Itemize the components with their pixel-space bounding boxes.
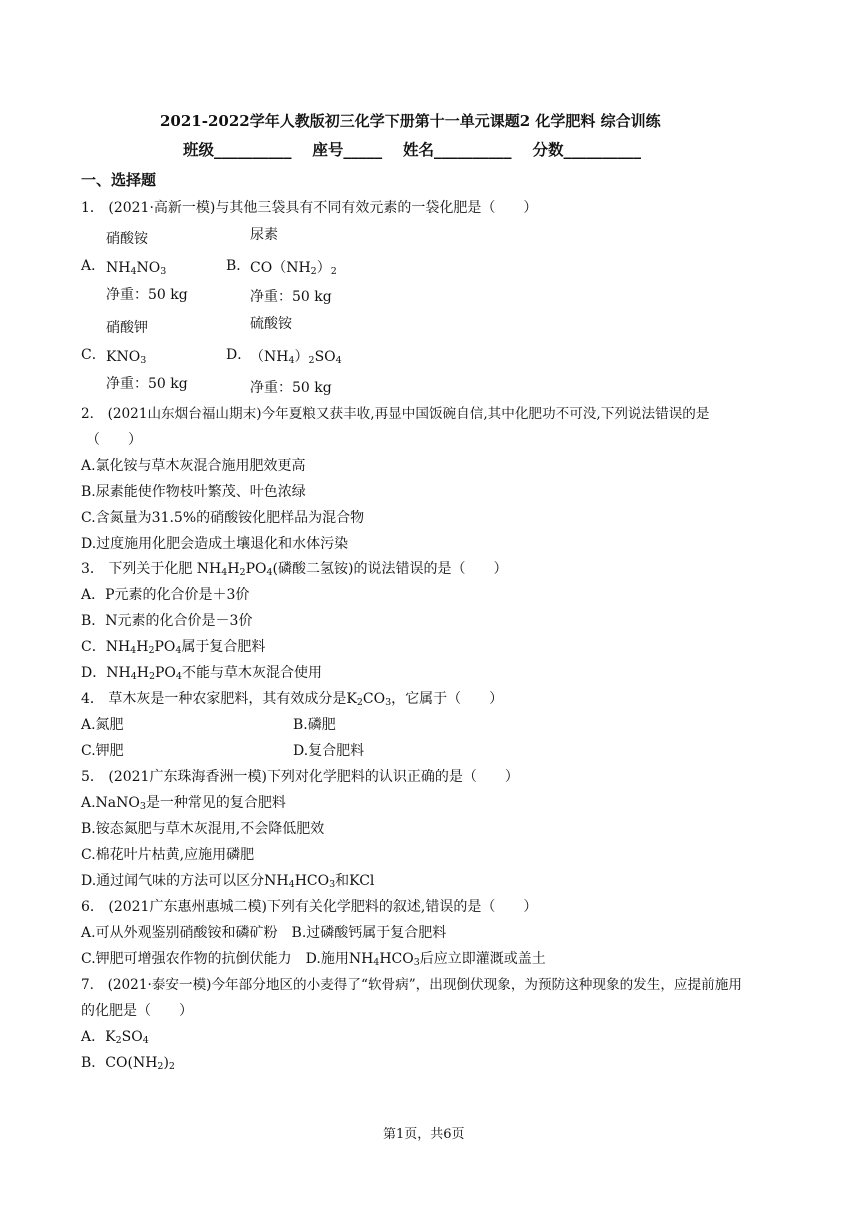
q1-a-formula: $NH_4NO_3$ bbox=[106, 260, 167, 277]
q2-option-b: B.尿素能使作物枝叶繁茂、叶色浓绿 bbox=[81, 484, 306, 500]
q1-b-label: B． bbox=[226, 258, 251, 274]
q2-stem: 2． (2021山东烟台福山期末)今年夏粮又获丰收,再显中国饭碗自信,其中化肥功不可没,下列说法错误的是 bbox=[81, 406, 710, 422]
q7-option-a: A．$K_2SO_4$ bbox=[81, 1029, 149, 1046]
q1-c-formula: $KNO_3$ bbox=[106, 349, 147, 366]
q2-option-a: A.氯化铵与草木灰混合施用肥效更高 bbox=[81, 458, 306, 474]
q1-b-weight: 净重：50 kg bbox=[250, 289, 332, 305]
q4-option-a: A.氮肥 bbox=[81, 717, 124, 733]
q5-stem: 5． (2021广东珠海香洲一模)下列对化学肥料的认识正确的是（ ） bbox=[81, 769, 519, 785]
q1-d-weight: 净重：50 kg bbox=[250, 380, 332, 396]
q3-stem: 3． 下列关于化肥 $NH_4H_2PO_4$(磷酸二氢铵)的说法错误的是（ ） bbox=[81, 561, 508, 578]
q1-stem: 1． (2021·高新一模)与其他三袋具有不同有效元素的一袋化肥是（ ） bbox=[81, 200, 538, 216]
q3-option-c: C．$NH_4H_2PO_4$属于复合肥料 bbox=[81, 639, 266, 656]
q5-option-d: D.通过闻气味的方法可以区分$NH_4HCO_3$和KCl bbox=[81, 873, 375, 890]
q6-options-cd: C.钾肥可增强农作物的抗倒伏能力 D.施用$NH_4HCO_3$后应立即灌溉或盖土 bbox=[81, 951, 546, 968]
q4-option-b: B.磷肥 bbox=[293, 717, 336, 733]
q3-option-a: A．P元素的化合价是＋3价 bbox=[81, 587, 250, 603]
q6-stem: 6． (2021广东惠州惠城二模)下列有关化学肥料的叙述,错误的是（ ） bbox=[81, 899, 538, 915]
page-footer: 第1页，共6页 bbox=[383, 1127, 465, 1142]
q2-option-c: C.含氮量为31.5%的硝酸铵化肥样品为混合物 bbox=[81, 510, 365, 526]
q1-d-name: 硫酸铵 bbox=[250, 316, 292, 332]
q1-c-name: 硝酸钾 bbox=[106, 320, 148, 336]
q6-options-ab: A.可从外观鉴别硝酸铵和磷矿粉 B.过磷酸钙属于复合肥料 bbox=[81, 925, 447, 941]
q5-option-b: B.铵态氮肥与草木灰混用,不会降低肥效 bbox=[81, 821, 325, 837]
q1-a-label: A． bbox=[81, 258, 106, 274]
q4-option-c: C.钾肥 bbox=[81, 743, 124, 759]
q7-stem-cont: 的化肥是（ ） bbox=[81, 1003, 193, 1019]
q2-option-d: D.过度施用化肥会造成土壤退化和水体污染 bbox=[81, 536, 349, 552]
q1-a-name: 硝酸铵 bbox=[106, 231, 148, 247]
q4-stem: 4． 草木灰是一种农家肥料，其有效成分是$K_2CO_3$，它属于（ ） bbox=[81, 691, 504, 708]
q4-option-d: D.复合肥料 bbox=[293, 743, 365, 759]
q1-d-label: D． bbox=[226, 347, 252, 363]
q2-stem-cont: （ ） bbox=[86, 432, 142, 448]
q1-c-label: C． bbox=[81, 347, 106, 363]
q1-c-weight: 净重：50 kg bbox=[106, 376, 188, 392]
q7-stem: 7． (2021·泰安一模)今年部分地区的小麦得了“软骨病”，出现倒伏现象，为预防这种现象的发生，应提前施用 bbox=[81, 977, 742, 993]
q1-a-weight: 净重：50 kg bbox=[106, 287, 188, 303]
q1-b-formula: $CO(NH_2)_2$ bbox=[250, 260, 337, 277]
page-title: 2021-2022学年人教版初三化学下册第十一单元课题2 化学肥料 综合训练 bbox=[160, 112, 661, 130]
q1-b-name: 尿素 bbox=[250, 227, 278, 243]
q3-option-b: B．N元素的化合价是－3价 bbox=[81, 613, 253, 629]
q5-option-c: C.棉花叶片枯黄,应施用磷肥 bbox=[81, 847, 255, 863]
student-info-fields: 班级__________ 座号_____ 姓名__________ 分数__________ bbox=[183, 140, 641, 159]
q5-option-a: A.NaNO$_3$是一种常见的复合肥料 bbox=[81, 795, 286, 812]
q1-d-formula: $(NH_4)_2SO_4$ bbox=[250, 349, 342, 366]
q7-option-b: B．$CO(NH_2)_2$ bbox=[81, 1055, 175, 1072]
section-heading: 一、选择题 bbox=[81, 171, 157, 189]
q3-option-d: D．$NH_4H_2PO_4$不能与草木灰混合使用 bbox=[81, 665, 322, 682]
